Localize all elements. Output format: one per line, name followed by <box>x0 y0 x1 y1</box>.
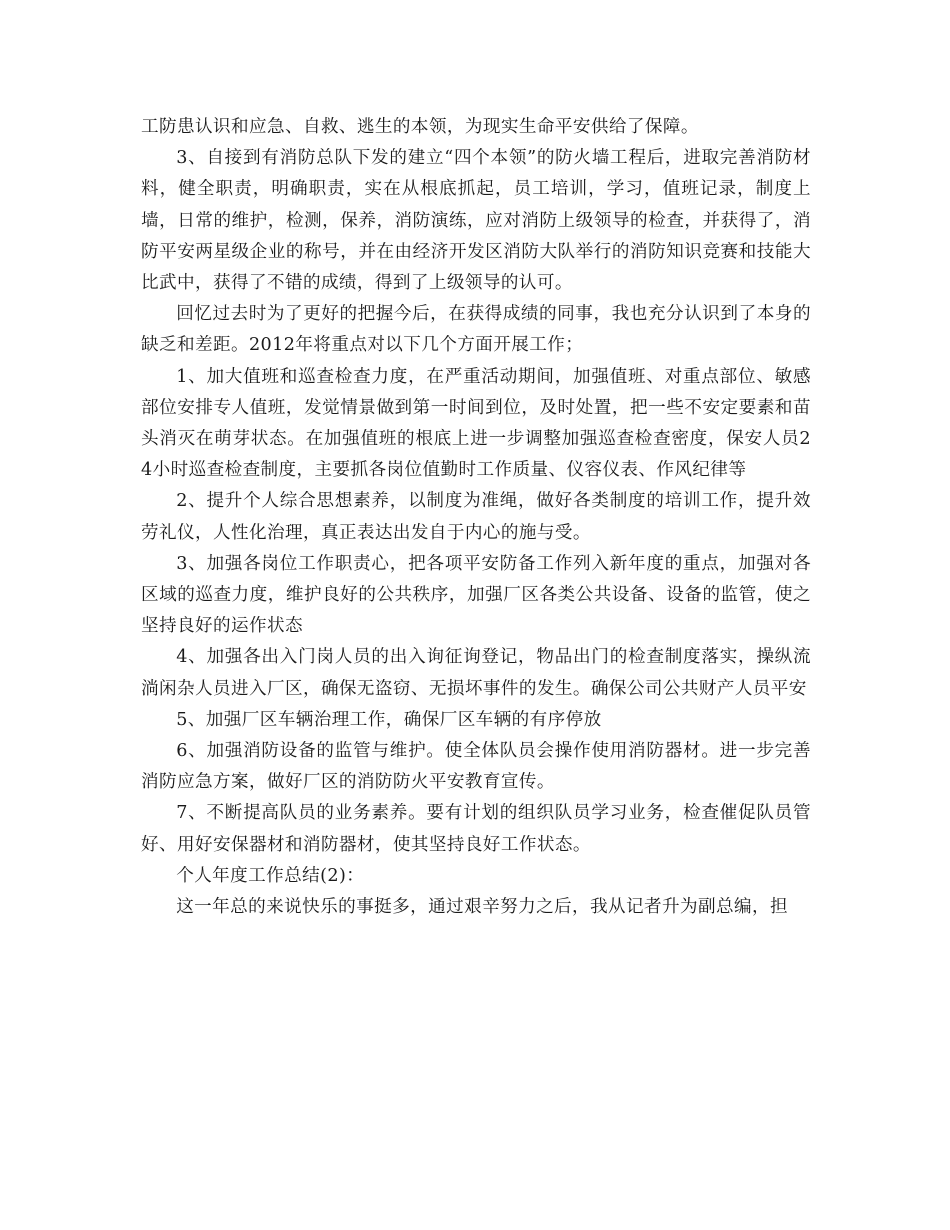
paragraph-plan-1: 1、加大值班和巡查检查力度，在严重活动期间，加强值班、对重点部位、敏感部位安排专人值班，发觉情景做到第一时间到位，及时处置，把一些不安定要素和苗头消灭在萌芽状态。在加强值班的根底上进一步调整加强巡查检查密度，保安人员24小时巡查检查制度，主要抓各岗位值勤时工作质量、仪容仪表、作风纪律等 <box>141 366 811 481</box>
paragraph-plan-4: 4、加强各出入门岗人员的出入询征询登记，物品出门的检查制度落实，操纵流淌闲杂人员进入厂区，确保无盗窃、无损坏事件的发生。确保公司公共财产人员平安 <box>141 647 811 699</box>
paragraph-plan-7: 7、不断提高队员的业务素养。要有计划的组织队员学习业务，检查催促队员管好、用好安保器材和消防器材，使其坚持良好工作状态。 <box>141 803 811 855</box>
section-heading: 个人年度工作总结(2)： <box>176 865 365 886</box>
paragraph-plan-3: 3、加强各岗位工作职责心，把各项平安防备工作列入新年度的重点，加强对各区域的巡查力度，维护良好的公共秩序，加强厂区各类公共设备、设备的监管，使之坚持良好的运作状态 <box>141 553 811 637</box>
paragraph-review: 回忆过去时为了更好的把握今后，在获得成绩的同事，我也充分认识到了本身的缺乏和差距。2012年将重点对以下几个方面开展工作； <box>141 304 811 356</box>
paragraph-plan-2: 2、提升个人综合思想素养，以制度为准绳，做好各类制度的培训工作，提升效劳礼仪，人性化治理，真正表达出发自于内心的施与受。 <box>141 491 811 543</box>
paragraph-section-2-intro: 这一年总的来说快乐的事挺多，通过艰辛努力之后，我从记者升为副总编，担 <box>176 897 788 918</box>
paragraph-plan-6: 6、加强消防设备的监管与维护。使全体队员会操作使用消防器材。进一步完善消防应急方案，做好厂区的消防防火平安教育宣传。 <box>141 741 811 793</box>
paragraph-continuation: 工防患认识和应急、自救、逃生的本领，为现实生命平安供给了保障。 <box>141 117 699 137</box>
paragraph-plan-5: 5、加强厂区车辆治理工作，确保厂区车辆的有序停放 <box>176 709 602 730</box>
paragraph-item-3-fire-safety: 3、自接到有消防总队下发的建立“四个本领”的防火墙工程后，进取完善消防材料，健全职责，明确职责，实在从根底抓起，员工培训，学习，值班记录，制度上墙，日常的维护，检测，保养，消防演练，应对消防上级领导的检查，并获得了，消防平安两星级企业的称号，并在由经济开发区消防大队举行的消防知识竞赛和技能大比武中，获得了不错的成绩，得到了上级领导的认可。 <box>141 148 811 294</box>
document-page <box>141 112 811 923</box>
